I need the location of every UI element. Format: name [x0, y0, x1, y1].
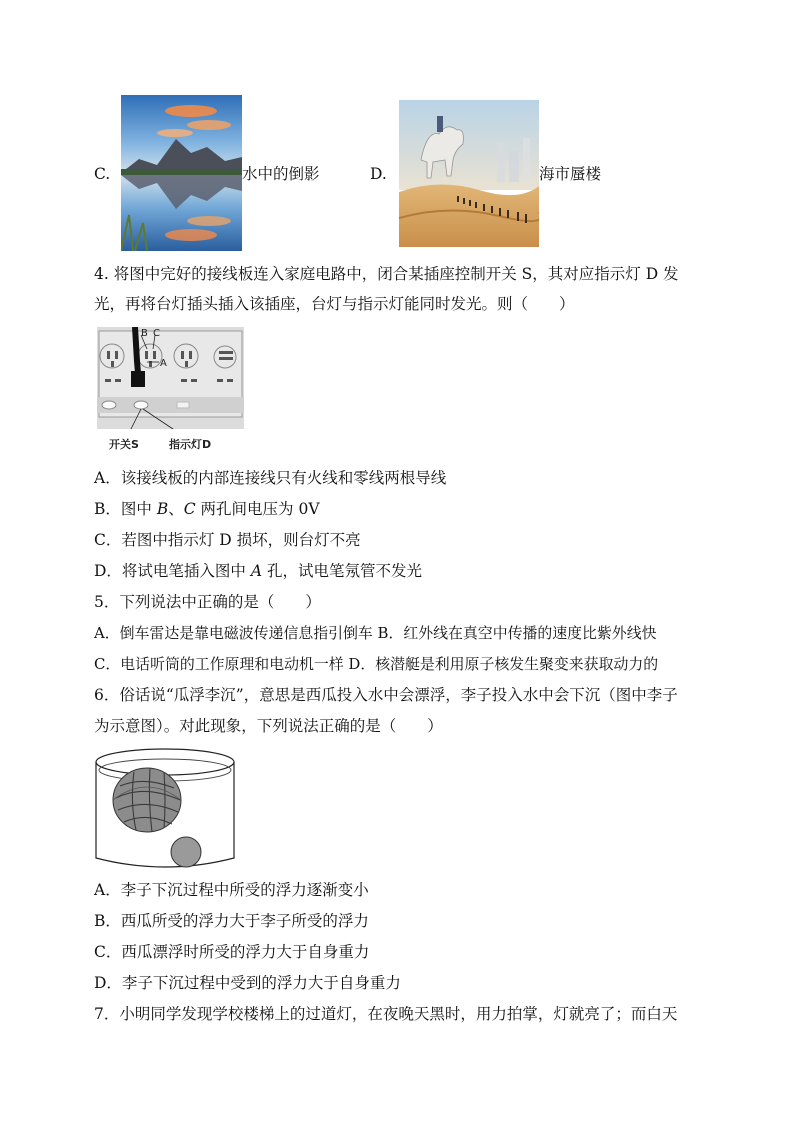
q5-stem: 5．下列说法中正确的是（ ）	[94, 593, 321, 611]
option-d-caption: 海市蜃楼	[539, 165, 602, 183]
watermelon-plum-figure	[94, 746, 236, 874]
q7-stem-line1: 7．小明同学发现学校楼梯上的过道灯，在夜晚天黑时，用力拍掌，灯就亮了；而白天	[94, 1005, 678, 1023]
q6-option-b: B．西瓜所受的浮力大于李子所受的浮力	[94, 912, 369, 930]
q4-stem-line2: 光，再将台灯插头插入该插座，台灯与指示灯能同时发光。则（ ）	[94, 295, 575, 313]
q4-stem-line1: 4. 将图中完好的接线板连入家庭电路中，闭合某插座控制开关 S，其对应指示灯 D 发	[94, 265, 679, 283]
label-c: C	[153, 328, 160, 339]
option-d-letter: D.	[370, 165, 387, 183]
label-b: B	[141, 328, 148, 339]
q6-option-a: A．李子下沉过程中所受的浮力逐渐变小	[94, 881, 369, 899]
q6-option-c: C．西瓜漂浮时所受的浮力大于自身重力	[94, 943, 370, 961]
option-c-letter: C.	[94, 165, 111, 183]
reflection-photo	[121, 95, 242, 251]
q5-options-line1: A．倒车雷达是靠电磁波传递信息指引倒车 B．红外线在真空中传播的速度比紫外线快	[94, 624, 657, 642]
q4-option-c: C．若图中指示灯 D 损坏，则台灯不亮	[94, 531, 361, 549]
q4-option-a: A．该接线板的内部连接线只有火线和零线两根导线	[94, 469, 447, 487]
mirage-photo	[399, 100, 539, 247]
q6-stem-line1: 6．俗话说“瓜浮李沉”，意思是西瓜投入水中会漂浮，李子投入水中会下沉（图中李子	[94, 686, 678, 704]
label-a: A	[160, 358, 167, 369]
label-indicator-d: 指示灯D	[169, 438, 212, 451]
power-strip-figure	[97, 327, 244, 455]
label-switch-s: 开关S	[109, 438, 139, 451]
q6-stem-line2: 为示意图）。对此现象，下列说法正确的是（ ）	[94, 717, 443, 735]
q4-option-b: B．图中 B、C 两孔间电压为 0V	[94, 500, 320, 518]
q5-options-line2: C．电话听筒的工作原理和电动机一样 D．核潜艇是利用原子核发生聚变来获取动力的	[94, 655, 659, 673]
q4-option-d: D．将试电笔插入图中 A 孔，试电笔氖管不发光	[94, 562, 422, 580]
q6-option-d: D．李子下沉过程中受到的浮力大于自身重力	[94, 974, 401, 992]
option-c-caption: 水中的倒影	[242, 165, 320, 183]
